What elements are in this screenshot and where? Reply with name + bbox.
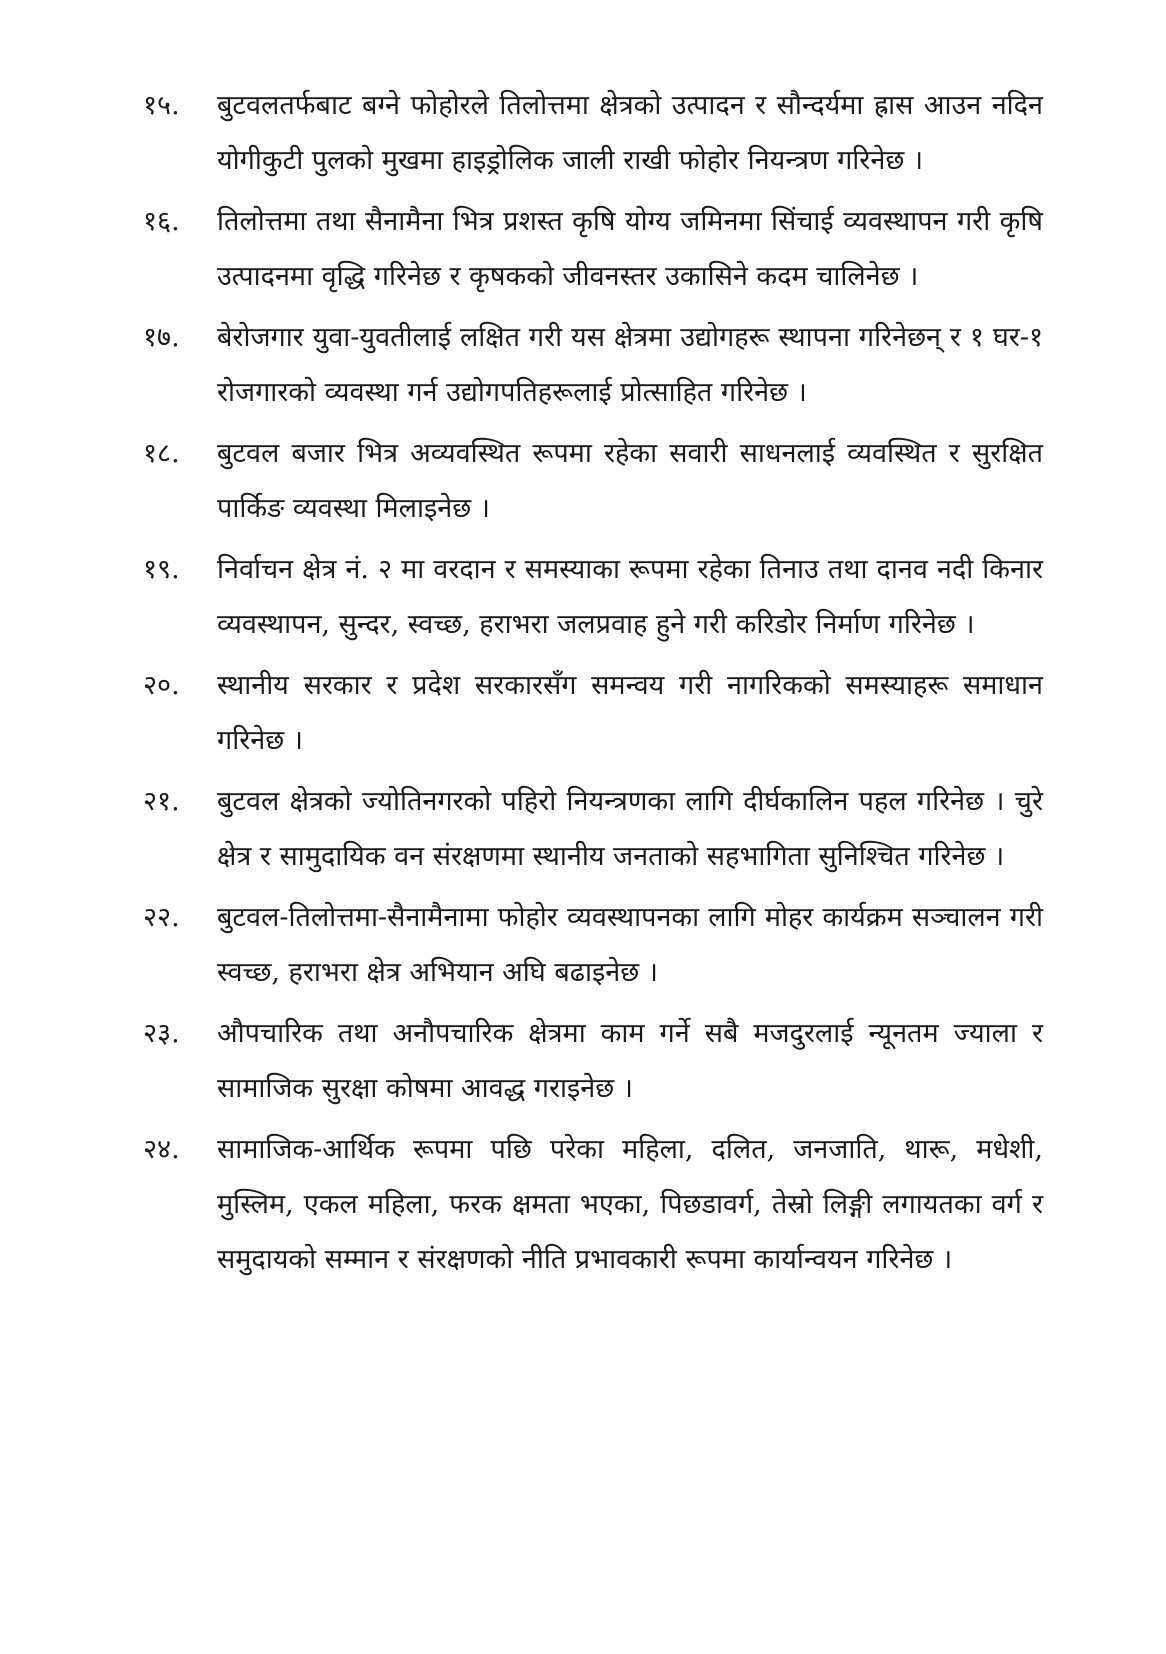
- item-text: बुटवल-तिलोत्तमा-सैनामैनामा फोहोर व्यवस्थापनका लागि मोहर कार्यक्रम सञ्चालन गरी स्वच्छ, हराभरा क्षेत्र अभियान अघि बढाइनेछ ।: [217, 902, 1043, 988]
- item-text: निर्वाचन क्षेत्र नं. २ मा वरदान र समस्याका रूपमा रहेका तिनाउ तथा दानव नदी किनार व्यवस्थापन, सुन्दर, स्वच्छ, हराभरा जलप्रवाह हुने गरी करिडोर निर्माण गरिनेछ ।: [217, 554, 1043, 640]
- item-number: २२.: [143, 902, 180, 933]
- item-text: औपचारिक तथा अनौपचारिक क्षेत्रमा काम गर्ने सबै मजदुरलाई न्यूनतम ज्याला र सामाजिक सुरक्षा कोषमा आवद्ध गराइनेछ ।: [217, 1018, 1043, 1104]
- list-item: [143, 1006, 1043, 1116]
- list-item: [143, 658, 1043, 768]
- item-text: बुटवल क्षेत्रको ज्योतिनगरको पहिरो नियन्त्रणका लागि दीर्घकालिन पहल गरिनेछ । चुरे क्षेत्र र सामुदायिक वन संरक्षणमा स्थानीय जनताको सहभागिता सुनिश्चित गरिनेछ ।: [217, 786, 1043, 872]
- item-number: २०.: [143, 670, 180, 701]
- item-number: १५.: [143, 90, 180, 121]
- item-text: तिलोत्तमा तथा सैनामैना भित्र प्रशस्त कृषि योग्य जमिनमा सिंचाई व्यवस्थापन गरी कृषि उत्पादनमा वृद्धि गरिनेछ र कृषकको जीवनस्तर उकासिने कदम चालिनेछ ।: [217, 206, 1043, 292]
- item-number: १९.: [143, 554, 180, 585]
- item-text: बुटवलतर्फबाट बग्ने फोहोरले तिलोत्तमा क्षेत्रको उत्पादन र सौन्दर्यमा ह्रास आउन नदिन योगीकुटी पुलको मुखमा हाइड्रोलिक जाली राखी फोहोर नियन्त्रण गरिनेछ ।: [217, 90, 1043, 176]
- list-item: [143, 774, 1043, 884]
- item-text: बेरोजगार युवा-युवतीलाई लक्षित गरी यस क्षेत्रमा उद्योगहरू स्थापना गरिनेछन् र १ घर-१ रोजगारको व्यवस्था गर्न उद्योगपतिहरूलाई प्रोत्साहित गरिनेछ ।: [217, 322, 1043, 408]
- list-item: [143, 542, 1043, 652]
- item-number: १८.: [143, 438, 180, 469]
- item-number: १७.: [143, 322, 180, 353]
- item-text: सामाजिक-आर्थिक रूपमा पछि परेका महिला, दलित, जनजाति, थारू, मधेशी, मुस्लिम, एकल महिला, फरक क्षमता भएका, पिछडावर्ग, तेस्रो लिङ्गी लगायतका वर्ग र समुदायको सम्मान र संरक्षणको नीति प्रभावकारी रूपमा कार्यान्वयन गरिनेछ ।: [217, 1134, 1043, 1275]
- list-item: [143, 78, 1043, 188]
- list-item: [143, 194, 1043, 304]
- list-item: [143, 890, 1043, 1000]
- item-number: २१.: [143, 786, 180, 817]
- list-item: [143, 1122, 1043, 1287]
- item-number: १६.: [143, 206, 180, 237]
- item-number: २४.: [143, 1134, 180, 1165]
- list-item: [143, 426, 1043, 536]
- policy-list: [143, 78, 1043, 1293]
- item-number: २३.: [143, 1018, 180, 1049]
- item-text: बुटवल बजार भित्र अव्यवस्थित रूपमा रहेका सवारी साधनलाई व्यवस्थित र सुरक्षित पार्किङ व्यवस्था मिलाइनेछ ।: [217, 438, 1043, 524]
- list-item: [143, 310, 1043, 420]
- item-text: स्थानीय सरकार र प्रदेश सरकारसँग समन्वय गरी नागरिकको समस्याहरू समाधान गरिनेछ ।: [217, 670, 1043, 756]
